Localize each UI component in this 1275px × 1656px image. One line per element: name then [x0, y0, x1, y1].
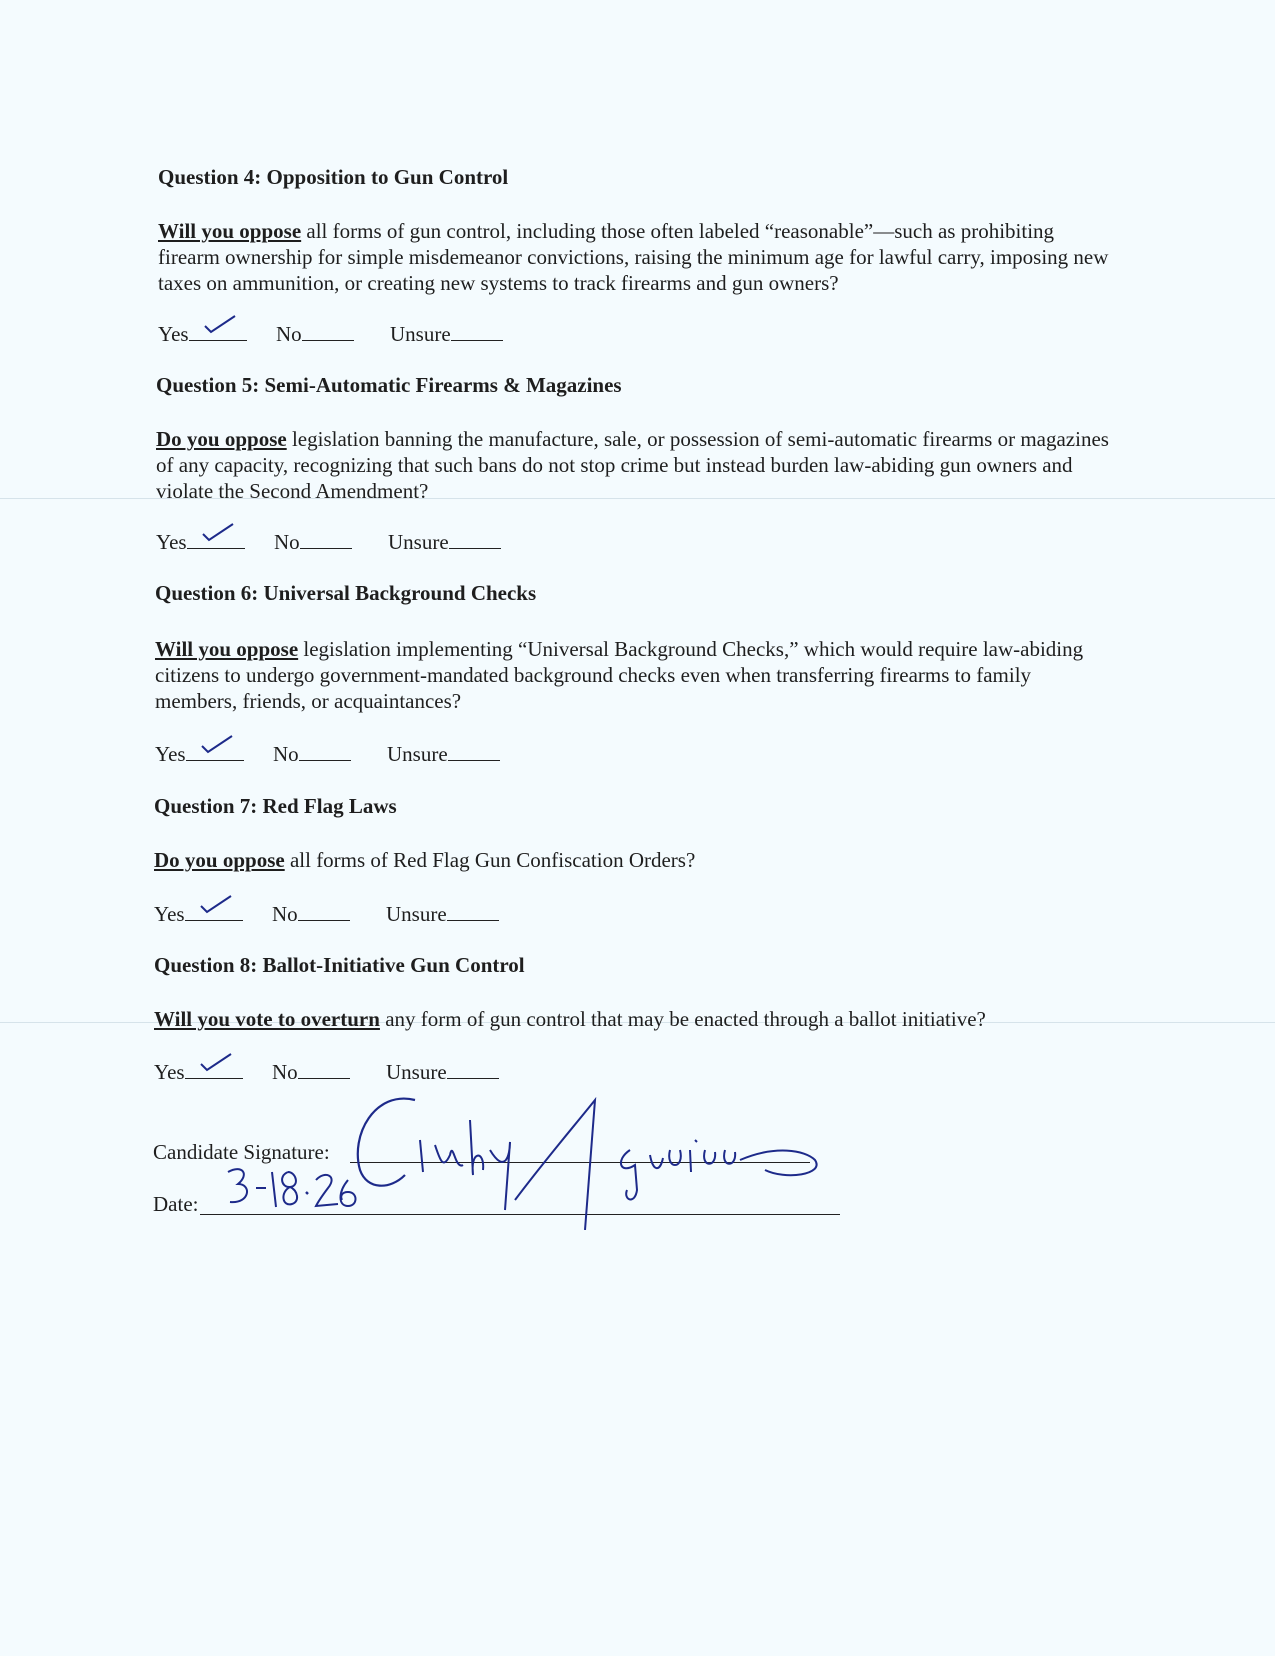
- question-heading: Question 5: Semi-Automatic Firearms & Magazines: [156, 373, 622, 397]
- signature-label: Candidate Signature:: [153, 1140, 330, 1164]
- answer-unsure[interactable]: [390, 320, 503, 347]
- answer-unsure-label: Unsure: [390, 322, 451, 346]
- answer-yes-label: Yes: [156, 530, 187, 554]
- question-text: [158, 218, 1118, 296]
- answer-no-label: No: [273, 742, 299, 766]
- answer-yes-label: Yes: [155, 742, 186, 766]
- date-label: Date:: [153, 1192, 199, 1216]
- handwritten-date[interactable]: [220, 1162, 380, 1222]
- answer-yes[interactable]: [154, 1058, 243, 1085]
- answer-unsure-label: Unsure: [387, 742, 448, 766]
- question-lead: Will you oppose: [155, 637, 299, 661]
- question-lead: Do you oppose: [156, 427, 287, 451]
- answer-yes[interactable]: [155, 740, 244, 767]
- answer-no-label: No: [272, 902, 298, 926]
- question-body: legislation implementing “Universal Background Checks,” which would require law-abiding citizens to undergo government-mandated background checks even when transferring firearms to family members, friends, or acquaintances?: [155, 637, 1084, 713]
- answer-no-label: No: [276, 322, 302, 346]
- answer-yes-label: Yes: [154, 902, 185, 926]
- answer-yes-label: Yes: [154, 1060, 185, 1084]
- answer-unsure[interactable]: [386, 900, 499, 927]
- answer-unsure[interactable]: [387, 740, 500, 767]
- answer-yes[interactable]: [158, 320, 247, 347]
- answer-no[interactable]: [273, 740, 351, 767]
- answer-no[interactable]: [276, 320, 354, 347]
- answer-unsure-label: Unsure: [388, 530, 449, 554]
- question-lead: Will you vote to overturn: [154, 1007, 380, 1031]
- question-body: legislation banning the manufacture, sale, or possession of semi-automatic firearms or magazines of any capacity, recognizing that such bans do not stop crime but instead burden law-abiding gun owners and violate the Second Amendment?: [156, 427, 1109, 503]
- answer-no-label: No: [272, 1060, 298, 1084]
- answer-yes[interactable]: [154, 900, 243, 927]
- question-heading: Question 8: Ballot-Initiative Gun Control: [154, 953, 525, 977]
- answer-no-label: No: [274, 530, 300, 554]
- answer-no[interactable]: [274, 528, 352, 555]
- answer-no[interactable]: [272, 1058, 350, 1085]
- question-heading: Question 7: Red Flag Laws: [154, 794, 397, 818]
- answer-unsure-label: Unsure: [386, 1060, 447, 1084]
- question-body: any form of gun control that may be enacted through a ballot initiative?: [379, 1007, 986, 1031]
- question-text: [156, 426, 1116, 504]
- question-body: all forms of gun control, including those often labeled “reasonable”—such as prohibiting firearm ownership for simple misdemeanor convictions, raising the minimum age for lawful carry, imposing new taxes on ammunition, or creating new systems to track firearms and gun owners?: [158, 219, 1109, 295]
- answer-yes[interactable]: [156, 528, 245, 555]
- question-heading: Question 6: Universal Background Checks: [155, 581, 537, 605]
- answer-yes-label: Yes: [158, 322, 189, 346]
- checkmark-icon: [199, 522, 241, 544]
- question-text: [154, 1006, 1114, 1032]
- question-lead: Do you oppose: [154, 848, 285, 872]
- checkmark-icon: [197, 894, 239, 916]
- answer-unsure-label: Unsure: [386, 902, 447, 926]
- checkmark-icon: [197, 1052, 239, 1074]
- checkmark-icon: [201, 314, 243, 336]
- question-text: [155, 636, 1115, 714]
- question-body: all forms of Red Flag Gun Confiscation Orders?: [284, 848, 696, 872]
- handwritten-signature[interactable]: [345, 1080, 875, 1230]
- checkmark-icon: [198, 734, 240, 756]
- question-lead: Will you oppose: [158, 219, 302, 243]
- answer-no[interactable]: [272, 900, 350, 927]
- question-text: [154, 847, 1114, 873]
- answer-unsure[interactable]: [388, 528, 501, 555]
- question-heading: Question 4: Opposition to Gun Control: [158, 165, 509, 189]
